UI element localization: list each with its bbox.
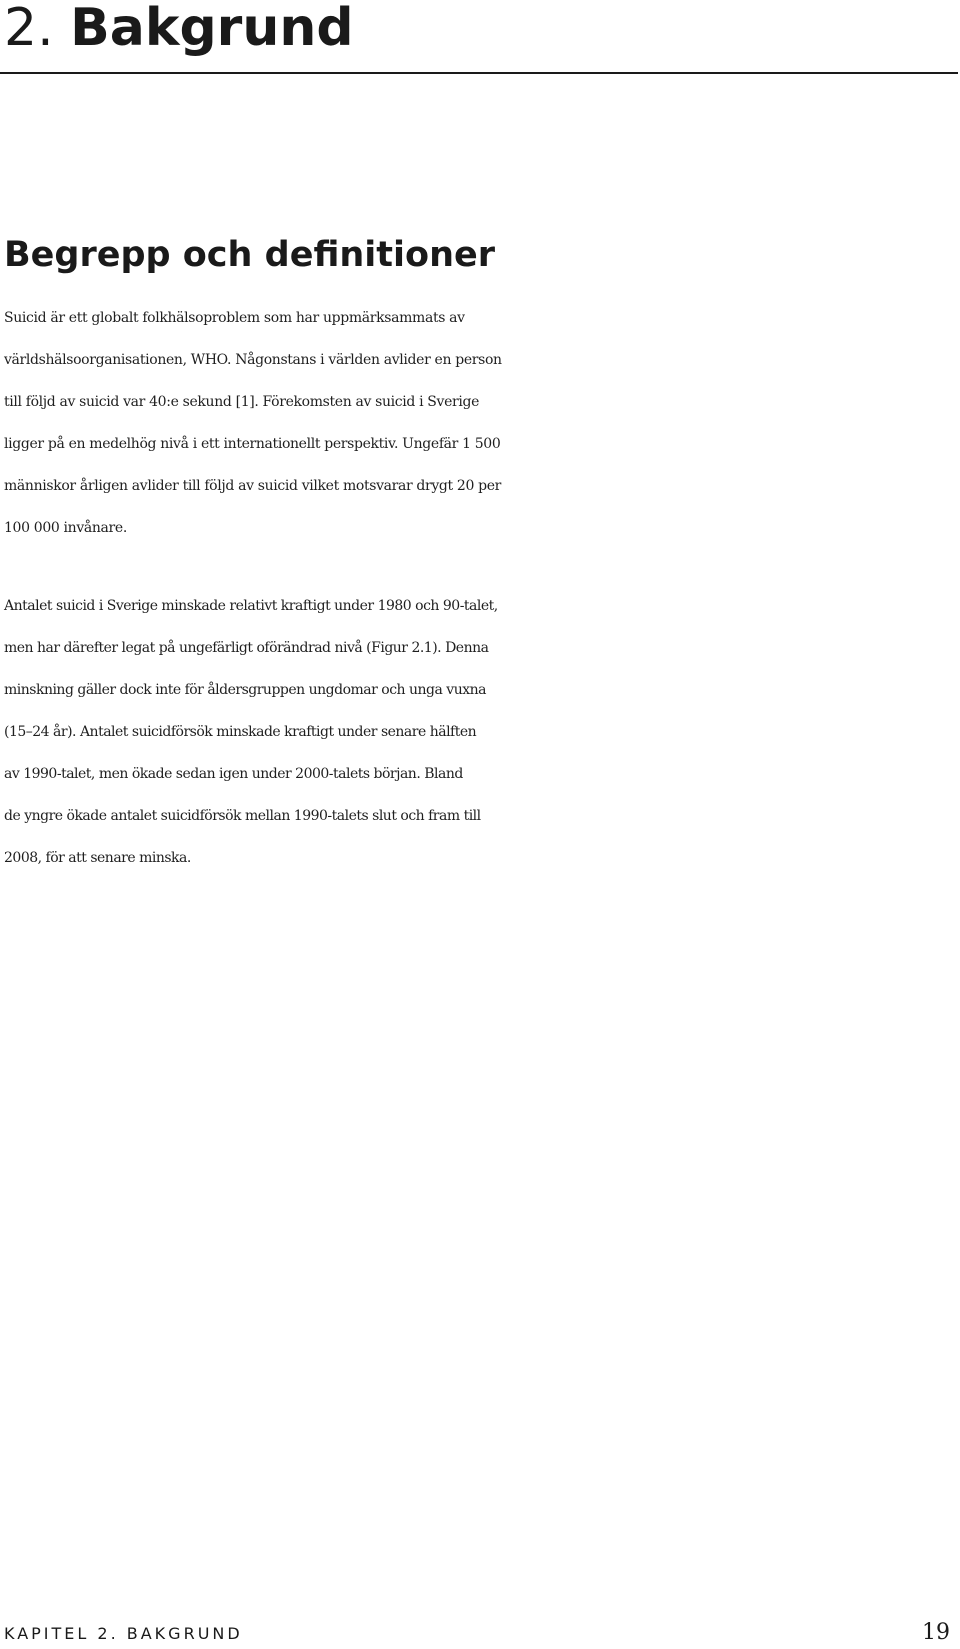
paragraph-line: 2008, för att senare minska.	[4, 850, 191, 866]
paragraph-line: ligger på en medelhög nivå i ett internationellt perspektiv. Ungefär 1 500	[4, 436, 501, 452]
chapter-title	[4, 0, 354, 60]
chapter-header	[0, 0, 960, 80]
paragraph-line: människor årligen avlider till följd av suicid vilket motsvarar drygt 20 per	[4, 478, 502, 494]
chapter-name: Bakgrund	[70, 0, 354, 58]
running-footer: KAPITEL 2. BAKGRUND	[4, 1624, 243, 1643]
body-paragraph	[4, 297, 956, 549]
chapter-divider	[0, 72, 958, 74]
paragraph-line: Antalet suicid i Sverige minskade relativt kraftigt under 1980 och 90-talet,	[4, 598, 498, 614]
page-number: 19	[922, 1620, 950, 1645]
paragraph-line: (15–24 år). Antalet suicidförsök minskade kraftigt under senare hälften	[4, 724, 477, 740]
paragraph-line: de yngre ökade antalet suicidförsök mellan 1990-talets slut och fram till	[4, 808, 481, 824]
chapter-number: 2.	[4, 0, 54, 58]
paragraph-line: men har därefter legat på ungefärligt oförändrad nivå (Figur 2.1). Denna	[4, 640, 489, 656]
body-paragraph	[4, 585, 956, 879]
paragraph-line: Suicid är ett globalt folkhälsoproblem som har uppmärksammats av	[4, 310, 465, 326]
paragraph-line: världshälsoorganisationen, WHO. Någonstans i världen avlider en person	[4, 352, 502, 368]
paragraph-line: av 1990-talet, men ökade sedan igen under 2000-talets början. Bland	[4, 766, 463, 782]
paragraph-line: 100 000 invånare.	[4, 520, 127, 536]
paragraph-line: minskning gäller dock inte för åldersgruppen ungdomar och unga vuxna	[4, 682, 486, 698]
paragraph-line: till följd av suicid var 40:e sekund [1]. Förekomsten av suicid i Sverige	[4, 394, 480, 410]
section-heading: Begrepp och definitioner	[4, 235, 495, 275]
